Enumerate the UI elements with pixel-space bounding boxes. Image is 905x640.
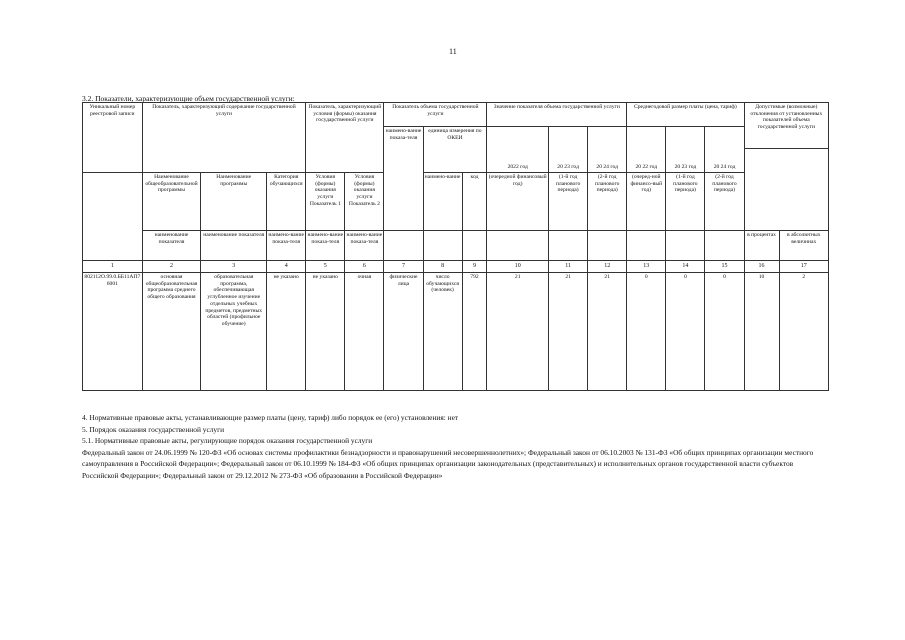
header-volume-values: Значение показателя объема государственной услуги xyxy=(487,103,627,127)
header-price-year-3: 20 24 год xyxy=(705,127,744,173)
header-year-3: 20 24 год xyxy=(588,127,627,173)
cell-value-1: 21 xyxy=(487,273,549,391)
cell-program-name: основная общеобразовательная программа среднего общего образования xyxy=(142,273,201,391)
header-conditions: Показатель, характеризующий условия (формы) оказания государственной услуги xyxy=(306,103,384,173)
col-number: 12 xyxy=(588,261,627,273)
col-period-3: (2-й год планового периода) xyxy=(588,173,627,231)
col-number: 17 xyxy=(779,261,828,273)
column-numbers-row xyxy=(83,261,829,273)
sub-empty xyxy=(549,231,588,261)
col-number: 16 xyxy=(744,261,779,273)
header-deviation-units xyxy=(744,149,828,231)
note-5: 5. Порядок оказания государственной услуги xyxy=(82,424,225,434)
cell-category: не указано xyxy=(267,273,306,391)
sub-dev-pct: в процентах xyxy=(744,231,779,261)
sub-indicator-name-5: наимено-вание показа-теля xyxy=(345,231,384,261)
volume-indicators-table xyxy=(82,102,829,391)
sub-indicator-name-4: наимено-вание показа-теля xyxy=(306,231,345,261)
sub-empty xyxy=(588,231,627,261)
col-program-name: Наименование общеобразовательной программы xyxy=(142,173,201,231)
col-number: 5 xyxy=(306,261,345,273)
header-price-year-2: 20 23 год xyxy=(666,127,705,173)
note-4: 4. Нормативные правовые акты, устанавливающие размер платы (цену, тариф) либо порядок ее (его) установления: нет xyxy=(82,413,459,422)
header-year-1: 2022 год xyxy=(487,127,549,173)
cell-value-3: 21 xyxy=(588,273,627,391)
col-category: Категория обучающихся xyxy=(267,173,306,231)
col-number: 14 xyxy=(666,261,705,273)
header-volume-indicator: Показатель объема государственной услуги xyxy=(384,103,487,127)
header-year-2: 20 23 год xyxy=(549,127,588,173)
cell-dev-pct: 10 xyxy=(744,273,779,391)
header-deviation: Допустимые (возможные) отклонения от установленных показателей объема государственной услуги xyxy=(744,103,828,149)
col-period-2: (1-й год планового периода) xyxy=(549,173,588,231)
col-number: 2 xyxy=(142,261,201,273)
table-row xyxy=(83,273,829,391)
header-unit: единица измерения по ОКЕИ xyxy=(423,127,487,173)
col-unit-code: код xyxy=(462,173,487,231)
header-average-price: Среднегодовой размер платы (цена, тариф) xyxy=(627,103,744,127)
sub-empty xyxy=(627,231,666,261)
col-number: 15 xyxy=(705,261,744,273)
col-number: 11 xyxy=(549,261,588,273)
cell-price-3: 0 xyxy=(705,273,744,391)
col-program: Наименование программы xyxy=(201,173,267,231)
sub-dev-abs: в абсолютных величинах xyxy=(779,231,828,261)
laws-text: Федеральный закон от 24.06.1999 № 120-ФЗ «Об основах системы профилактики безнадзорности и правонарушений несовершеннолетних»; Федеральный закон от 06.10.2003 № 131-ФЗ «Об общих принципах организации местного самоуправления в Российской Федерации»; Федеральный закон от 06.10.1999 № 184-ФЗ «Об общих принципах организации законодательных (представительных) и исполнительных органов государственной власти субъектов Российской Федерации»; Федеральный закон от 29.12.2012 № 273-ФЗ «Об образовании в Российской Федерации» xyxy=(82,447,814,480)
page-number: 11 xyxy=(449,47,457,56)
cell-program: образовательная программа, обеспечивающая углубленное изучение отдельных учебных предметов, предметных областей (профильное обучение) xyxy=(201,273,267,391)
cell-price-2: 0 xyxy=(666,273,705,391)
col-number: 13 xyxy=(627,261,666,273)
cell-code: 802112О.99.0.ББ11АП76001 xyxy=(83,273,143,391)
col-number: 6 xyxy=(345,261,384,273)
header-price-year-1: 20 22 год xyxy=(627,127,666,173)
note-5-1: 5.1. Нормативные правовые акты, регулирующие порядок оказания государственной услуги xyxy=(82,436,373,445)
cell-indicator: физические лица xyxy=(384,273,423,391)
cell-price-1: 0 xyxy=(627,273,666,391)
cell-unit: число обучающихся (человек) xyxy=(423,273,462,391)
col-number: 7 xyxy=(384,261,423,273)
col-condition-1: Условия (формы) оказания услуги Показатель 1 xyxy=(306,173,345,231)
sub-indicator-name-1: наименование показателя xyxy=(142,231,201,261)
cell-condition-1: не указано xyxy=(306,273,345,391)
header-volume-name: наимено-вание показа-теля xyxy=(384,127,423,231)
cell-value-2: 21 xyxy=(549,273,588,391)
col-number: 4 xyxy=(267,261,306,273)
col-price-period-2: (1-й год планового периода) xyxy=(666,173,705,231)
notes-section xyxy=(82,412,827,481)
sub-indicator-name-2: наименование показателя xyxy=(201,231,267,261)
sub-empty xyxy=(384,231,423,261)
sub-indicator-name-3: наимено-вание показа-теля xyxy=(267,231,306,261)
header-content: Показатель, характеризующий содержание государственной услуги xyxy=(142,103,306,173)
sub-empty xyxy=(462,231,487,261)
cell-condition-2: очная xyxy=(345,273,384,391)
col-price-period-1: (очеред-ной финансо-вый год) xyxy=(627,173,666,231)
sub-empty xyxy=(487,231,549,261)
cell-dev-abs: 2 xyxy=(779,273,828,391)
col-condition-2: Условия (формы) оказания услуги Показатель 2 xyxy=(345,173,384,231)
col-number: 10 xyxy=(487,261,549,273)
col-period-1: (очередной финансовый год) xyxy=(487,173,549,231)
col-number: 1 xyxy=(83,261,143,273)
col-unit-name: наимено-вание xyxy=(423,173,462,231)
cell-okei: 792 xyxy=(462,273,487,391)
sub-empty xyxy=(705,231,744,261)
col-number: 9 xyxy=(462,261,487,273)
col-price-period-3: (2-й год планового периода) xyxy=(705,173,744,231)
header-unique-sub xyxy=(83,173,143,261)
sub-empty xyxy=(666,231,705,261)
col-number: 8 xyxy=(423,261,462,273)
col-number: 3 xyxy=(201,261,267,273)
section-title: 3.2. Показатели, характеризующие объем государственной услуги: xyxy=(82,94,295,103)
sub-empty xyxy=(423,231,462,261)
header-unique-number: Уникальный номер реестровой записи xyxy=(83,103,143,173)
